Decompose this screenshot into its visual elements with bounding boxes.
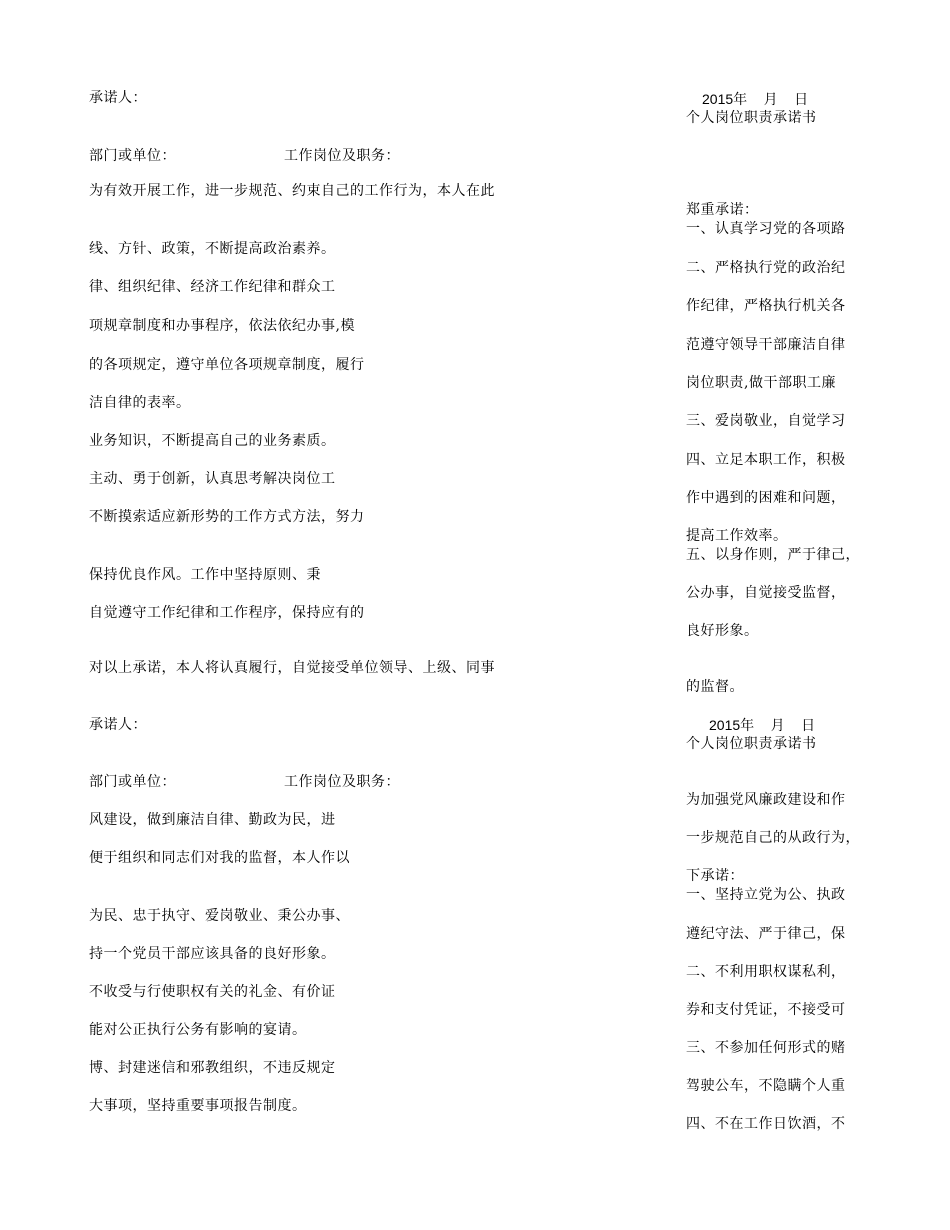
doc-title: 个人岗位职责承诺书 bbox=[686, 110, 817, 126]
body-line: 提高工作效率。 bbox=[686, 528, 788, 544]
body-line: 三、不参加任何形式的赌 bbox=[686, 1040, 846, 1056]
day-char: 日 bbox=[801, 717, 816, 733]
month-char: 月 bbox=[770, 717, 786, 733]
body-line: 岗位职责,做干部职工廉 bbox=[686, 375, 836, 391]
date-year: 2015 bbox=[709, 717, 741, 733]
body-line: 主动、勇于创新，认真思考解决岗位工 bbox=[89, 471, 336, 487]
department-label: 部门或单位： bbox=[89, 148, 176, 164]
body-line: 律、组织纪律、经济工作纪律和群众工 bbox=[89, 279, 336, 295]
body-line: 范遵守领导干部廉洁自律 bbox=[686, 337, 846, 353]
department-label: 部门或单位： bbox=[89, 774, 176, 790]
body-line: 对以上承诺，本人将认真履行，自觉接受单位领导、上级、同事 bbox=[89, 660, 495, 676]
body-line: 良好形象。 bbox=[686, 623, 759, 639]
month-char: 月 bbox=[763, 91, 779, 107]
body-line: 博、封建迷信和邪教组织，不违反规定 bbox=[89, 1060, 336, 1076]
year-char: 年 bbox=[733, 91, 748, 107]
body-line: 便于组织和同志们对我的监督，本人作以 bbox=[89, 850, 350, 866]
body-line: 二、不利用职权谋私利， bbox=[686, 964, 846, 980]
body-line: 一、认真学习党的各项路 bbox=[686, 221, 846, 237]
body-line: 遵纪守法、严于律己，保 bbox=[686, 926, 846, 942]
day-char: 日 bbox=[794, 91, 809, 107]
body-line: 郑重承诺： bbox=[686, 202, 759, 218]
date-line bbox=[702, 90, 809, 108]
doc-title: 个人岗位职责承诺书 bbox=[686, 736, 817, 752]
body-line: 不收受与行使职权有关的礼金、有价证 bbox=[89, 984, 336, 1000]
body-line: 一步规范自己的从政行为， bbox=[686, 830, 860, 846]
body-line: 券和支付凭证，不接受可 bbox=[686, 1002, 846, 1018]
body-line: 大事项，坚持重要事项报告制度。 bbox=[89, 1098, 307, 1114]
date-year: 2015 bbox=[702, 91, 734, 107]
body-line: 公办事，自觉接受监督， bbox=[686, 585, 846, 601]
body-line: 能对公正执行公务有影响的宴请。 bbox=[89, 1022, 307, 1038]
body-line: 线、方针、政策，不断提高政治素养。 bbox=[89, 241, 336, 257]
date-line bbox=[709, 716, 816, 734]
body-line: 为加强党风廉政建设和作 bbox=[686, 792, 846, 808]
body-line: 自觉遵守工作纪律和工作程序，保持应有的 bbox=[89, 605, 365, 621]
body-line: 驾驶公车，不隐瞒个人重 bbox=[686, 1078, 846, 1094]
body-line: 洁自律的表率。 bbox=[89, 395, 191, 411]
body-line: 四、立足本职工作，积极 bbox=[686, 452, 846, 468]
body-line: 保持优良作风。工作中坚持原则、秉 bbox=[89, 567, 321, 583]
body-line: 项规章制度和办事程序，依法依纪办事,模 bbox=[89, 318, 355, 334]
body-line: 四、不在工作日饮酒，不 bbox=[686, 1116, 846, 1132]
body-line: 业务知识，不断提高自己的业务素质。 bbox=[89, 433, 336, 449]
body-line: 一、坚持立党为公、执政 bbox=[686, 887, 846, 903]
body-line: 风建设，做到廉洁自律、勤政为民，进 bbox=[89, 812, 336, 828]
promisor-label: 承诺人： bbox=[89, 90, 147, 106]
body-line: 二、严格执行党的政治纪 bbox=[686, 260, 846, 276]
year-char: 年 bbox=[740, 717, 755, 733]
body-line: 的各项规定，遵守单位各项规章制度，履行 bbox=[89, 357, 365, 373]
position-label: 工作岗位及职务： bbox=[284, 148, 400, 164]
body-line: 为民、忠于执守、爱岗敬业、秉公办事、 bbox=[89, 908, 350, 924]
body-line: 三、爱岗敬业，自觉学习 bbox=[686, 413, 846, 429]
body-line: 为有效开展工作，进一步规范、约束自己的工作行为，本人在此 bbox=[89, 183, 495, 199]
position-label: 工作岗位及职务： bbox=[284, 774, 400, 790]
promisor-label: 承诺人： bbox=[89, 717, 147, 733]
body-line: 作中遇到的困难和问题， bbox=[686, 490, 846, 506]
body-line: 五、以身作则，严于律己， bbox=[686, 547, 860, 563]
body-line: 作纪律，严格执行机关各 bbox=[686, 298, 846, 314]
body-line: 的监督。 bbox=[686, 679, 744, 695]
body-line: 持一个党员干部应该具备的良好形象。 bbox=[89, 946, 336, 962]
body-line: 不断摸索适应新形势的工作方式方法，努力 bbox=[89, 509, 365, 525]
body-line: 下承诺： bbox=[686, 868, 744, 884]
